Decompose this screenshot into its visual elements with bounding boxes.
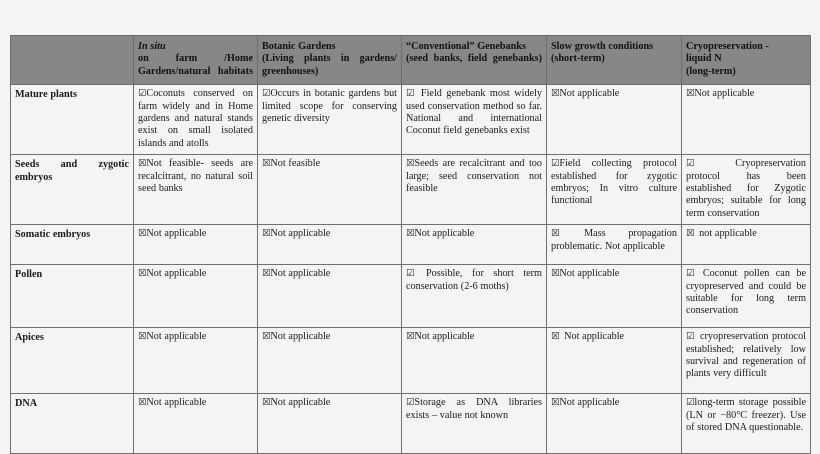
conventional-genebanks-subtitle: (seed banks, field genebanks) xyxy=(406,53,542,65)
cell-text: Mass propagation problematic. Not applicable xyxy=(551,228,677,252)
table-cell xyxy=(258,85,402,155)
table-cell xyxy=(547,155,682,225)
cryopreservation-term: (long-term) xyxy=(686,65,736,77)
table-cell xyxy=(258,328,402,394)
checked-box-icon: ☑ xyxy=(406,397,415,409)
conservation-methods-table xyxy=(10,35,811,454)
crossed-box-icon: ☒ xyxy=(406,228,415,240)
table-row xyxy=(11,85,811,155)
cell-text: Storage as DNA libraries exists – value not known xyxy=(406,397,542,421)
table-cell xyxy=(547,225,682,265)
table-header xyxy=(11,36,811,85)
slow-growth-subtitle: (short-term) xyxy=(551,53,605,65)
checked-box-icon: ☑ xyxy=(686,268,695,280)
crossed-box-icon: ☒ xyxy=(138,331,147,343)
cell-text: Coconut pollen can be cryopreserved and could be suitable for long term conservation xyxy=(686,268,806,317)
crossed-box-icon: ☒ xyxy=(551,88,560,100)
row-header-apices: Apices xyxy=(11,328,134,394)
crossed-box-icon: ☒ xyxy=(406,158,415,170)
in-situ-title: In situ xyxy=(138,41,166,52)
table-row xyxy=(11,265,811,328)
cell-text: Possible, for short term conservation (2-6 moths) xyxy=(406,268,542,292)
cell-text: Field collecting protocol established for zygotic embryos; In vitro culture functional xyxy=(551,158,677,207)
crossed-box-icon: ☒ xyxy=(551,397,560,409)
table-cell xyxy=(682,265,811,328)
cell-text: Not applicable xyxy=(414,228,475,240)
cell-text: Coconuts conserved on farm widely and in Home gardens and natural stands exist on small isolated islands and atolls xyxy=(138,88,253,149)
table-cell xyxy=(547,265,682,328)
checked-box-icon: ☑ xyxy=(406,268,415,280)
column-header-conventional-genebanks xyxy=(402,36,547,85)
in-situ-subtitle: on farm /Home Gardens/natural habitats xyxy=(138,53,253,77)
checked-box-icon: ☑ xyxy=(138,88,147,100)
table-cell xyxy=(134,85,258,155)
checked-box-icon: ☑ xyxy=(686,331,695,343)
cell-text: Occurs in botanic gardens but limited scope for conserving genetic diversity xyxy=(262,88,397,125)
cell-text: Not applicable xyxy=(146,268,207,280)
cell-text: Not applicable xyxy=(414,331,475,343)
cell-text: Not applicable xyxy=(559,397,620,409)
table-row xyxy=(11,328,811,394)
crossed-box-icon: ☒ xyxy=(138,228,147,240)
crossed-box-icon: ☒ xyxy=(551,268,560,280)
crossed-box-icon: ☒ xyxy=(138,268,147,280)
crossed-box-icon: ☒ xyxy=(551,228,560,240)
checked-box-icon: ☑ xyxy=(686,397,695,409)
row-header-seeds-and-zygotic-embryos: Seeds and zygotic embryos xyxy=(11,155,134,225)
table-cell xyxy=(258,155,402,225)
column-header-category xyxy=(11,36,134,85)
column-header-in-situ xyxy=(134,36,258,85)
cell-text: Not applicable xyxy=(270,228,331,240)
cell-text: Not applicable xyxy=(270,397,331,409)
cell-text: Not applicable xyxy=(559,268,620,280)
table-cell xyxy=(402,328,547,394)
cell-text: Field genebank most widely used conservation method so far. National and international Coconut field genebanks exist xyxy=(406,88,542,137)
conservation-methods-table-container xyxy=(10,35,810,454)
table-cell xyxy=(258,265,402,328)
table-cell xyxy=(402,85,547,155)
table-cell xyxy=(134,328,258,394)
cell-text: long-term storage possible (LN or −80°C freezer). Use of stored DNA questionable. xyxy=(686,397,806,434)
crossed-box-icon: ☒ xyxy=(138,397,147,409)
checked-box-icon: ☑ xyxy=(686,158,695,170)
cryopreservation-title: Cryopreservation - xyxy=(686,41,769,52)
crossed-box-icon: ☒ xyxy=(138,158,147,170)
slow-growth-title: Slow growth conditions xyxy=(551,41,654,52)
crossed-box-icon: ☒ xyxy=(262,397,271,409)
botanic-gardens-title: Botanic Gardens xyxy=(262,41,336,52)
row-header-dna: DNA xyxy=(11,394,134,454)
table-cell xyxy=(682,85,811,155)
crossed-box-icon: ☒ xyxy=(262,331,271,343)
cell-text: Not applicable xyxy=(146,397,207,409)
cell-text: Not applicable xyxy=(559,88,620,100)
row-header-somatic-embryos: Somatic embryos xyxy=(11,225,134,265)
crossed-box-icon: ☒ xyxy=(686,88,695,100)
cell-text: Seeds are recalcitrant and too large; seed conservation not feasible xyxy=(406,158,542,195)
table-cell xyxy=(134,265,258,328)
crossed-box-icon: ☒ xyxy=(262,228,271,240)
checked-box-icon: ☑ xyxy=(406,88,415,100)
cell-text: Not applicable xyxy=(270,268,331,280)
conventional-genebanks-title: “Conventional” Genebanks xyxy=(406,41,526,52)
table-body xyxy=(11,85,811,454)
cell-text: Not applicable xyxy=(694,88,755,100)
table-cell xyxy=(402,155,547,225)
table-row xyxy=(11,225,811,265)
table-cell xyxy=(402,225,547,265)
cell-text: Not applicable xyxy=(270,331,331,343)
table-cell xyxy=(682,225,811,265)
checked-box-icon: ☑ xyxy=(262,88,271,100)
row-header-pollen: Pollen xyxy=(11,265,134,328)
table-row xyxy=(11,155,811,225)
crossed-box-icon: ☒ xyxy=(262,158,271,170)
cryopreservation-subtitle: liquid N xyxy=(686,53,722,65)
column-header-slow-growth xyxy=(547,36,682,85)
cell-text: Not feasible xyxy=(270,158,321,170)
column-header-botanic-gardens xyxy=(258,36,402,85)
table-cell xyxy=(682,155,811,225)
table-cell xyxy=(547,328,682,394)
crossed-box-icon: ☒ xyxy=(551,331,560,343)
table-cell xyxy=(258,225,402,265)
cell-text: Not applicable xyxy=(561,331,625,343)
cell-text: Not applicable xyxy=(146,228,207,240)
crossed-box-icon: ☒ xyxy=(686,228,695,240)
botanic-gardens-subtitle: (Living plants in gardens/ greenhouses) xyxy=(262,53,397,77)
table-cell xyxy=(134,225,258,265)
crossed-box-icon: ☒ xyxy=(406,331,415,343)
cell-text: Cryopreservation protocol has been established for Zygotic embryos; suitable for long term conservation xyxy=(686,158,806,219)
checked-box-icon: ☑ xyxy=(551,158,560,170)
table-header-row xyxy=(11,36,811,85)
cell-text: Not applicable xyxy=(146,331,207,343)
cell-text: not applicable xyxy=(696,228,757,240)
crossed-box-icon: ☒ xyxy=(262,268,271,280)
column-header-cryopreservation xyxy=(682,36,811,85)
table-cell xyxy=(402,265,547,328)
table-cell xyxy=(547,85,682,155)
cell-text: cryopreservation protocol established; relatively low survival and regeneration of plants very difficult xyxy=(686,331,806,380)
row-header-mature-plants: Mature plants xyxy=(11,85,134,155)
table-cell xyxy=(682,328,811,394)
cell-text: Not feasible- seeds are recalcitrant, no natural soil seed banks xyxy=(138,158,253,195)
table-cell xyxy=(134,155,258,225)
